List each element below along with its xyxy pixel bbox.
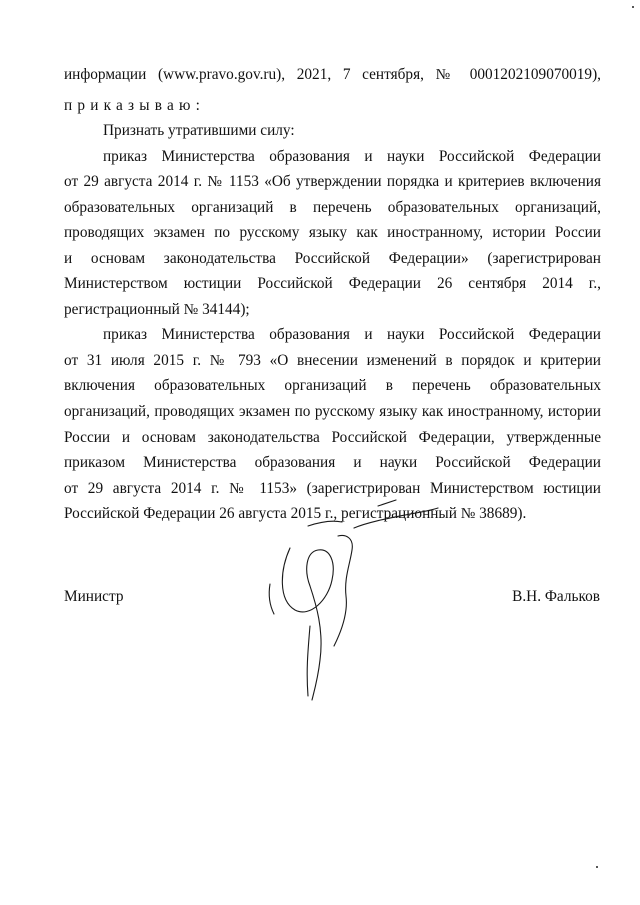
text-line: организаций, проводящих экзамен по русскому языку как иностранному, истории [64,403,601,420]
text-line: приказ Министерства образования и науки Российской Федерации [103,326,601,343]
text-line: и основам законодательства Российской Федерации» (зарегистрирован [64,250,601,267]
text-line: информации (www.pravo.gov.ru), 2021, 7 сентября, № 0001202109070019), [64,66,601,83]
scan-speck [596,866,598,868]
text-line: Министерством юстиции Российской Федерации 26 сентября 2014 г., [64,275,601,292]
handwritten-signature [250,500,440,710]
text-line: приказ Министерства образования и науки Российской Федерации [103,148,601,165]
text-line-heading: Признать утратившими силу: [103,122,295,139]
text-line: от 29 августа 2014 г. № 1153» (зарегистрирован Министерством юстиции [64,480,601,497]
text-line: включения образовательных организаций в перечень образовательных [64,377,601,394]
text-line: от 31 июля 2015 г. № 793 «О внесении изменений в порядок и критерии [64,352,601,369]
scan-speck [632,6,634,8]
text-line: Российской Федерации 26 августа 2015 г., регистрационный № 38689). [64,505,527,522]
text-line: проводящих экзамен по русскому языку как иностранному, истории России [64,224,601,241]
text-line: образовательных организаций в перечень образовательных организаций, [64,199,601,216]
text-line: приказом Министерства образования и науки Российской Федерации [64,454,601,471]
signatory-position: Министр [64,588,124,605]
text-line: от 29 августа 2014 г. № 1153 «Об утверждении порядка и критериев включения [64,173,601,190]
text-line: России и основам законодательства Российской Федерации, утвержденные [64,429,601,446]
text-line-order-word: приказываю: [64,97,206,114]
text-line: регистрационный № 34144); [64,301,250,318]
signatory-name: В.Н. Фальков [512,588,600,605]
